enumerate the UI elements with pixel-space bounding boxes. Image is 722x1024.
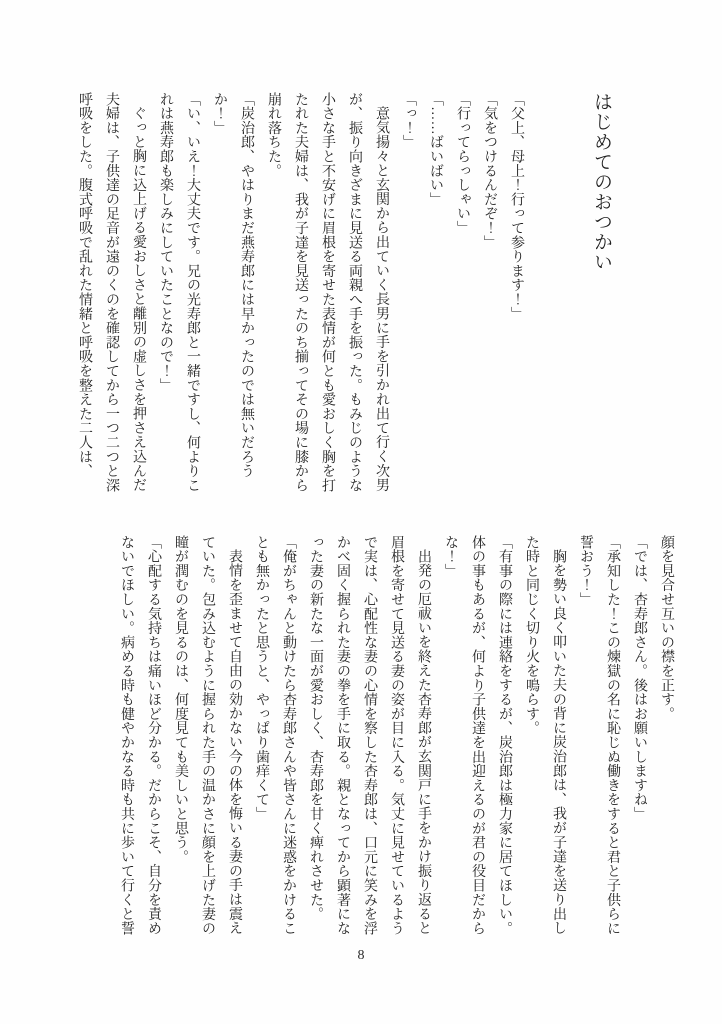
paragraph: 「……ばいばい」 (428, 92, 443, 207)
upper-text-block (71, 92, 620, 494)
paragraph: 「承知した！この煉獄の名に恥じぬ働きをすると君と子供らに誓おう！」 (578, 535, 620, 936)
paragraph: 「気をつけるんだぞ！」 (482, 92, 497, 250)
paragraph: 出発の厄祓いを終えた杏寿郎が玄関戸に手をかけ振り返ると眉根を寄せて見送る妻の姿が目に入る。気丈に見せているようで実は、心配性な妻の心情を察した杏寿郎は、口元に笑みを浮かべ固く握られた妻の拳を手に取る。親となってから顕著になった妻の新たな一面が愛おしく、杏寿郎を甘く痺れさせた。 (308, 535, 431, 936)
page-number: 8 (357, 948, 365, 963)
paragraph: 「父上、母上！行って参ります！」 (509, 92, 524, 321)
paragraph: 「俺がちゃんと動けたら杏寿郎さんや皆さんに迷惑をかけることも無かったと思うと、やっぱり歯痒くて」 (254, 535, 296, 936)
paragraph: 「い、いえ！大丈夫です。兄の光寿郎と一緒ですし、何よりこれは燕寿郎も楽しみにしていたことなので！」 (158, 92, 200, 493)
paragraph: 「では、杏寿郎さん。後はお願いしますね」 (632, 535, 647, 821)
lower-paragraphs (113, 535, 680, 937)
story-title: はじめてのおつかい (591, 92, 612, 272)
paragraph: 表情を歪ませて自由の効かない今の体を悔いる妻の手は震えていた。包み込むように握られた手の温かさに顔を上げた妻の瞳が潤むのを見るのは、何度見ても美しいと思う。 (173, 535, 242, 936)
paragraph: 「有事の際には連絡をするが、炭治郎は極力家に居てほしい。体の事もあるが、何より子供達を出迎えるのが君の役目だからな！」 (443, 535, 512, 936)
upper-paragraphs (71, 92, 530, 494)
paragraph: 顔を見合せ互いの襟を正す。 (659, 535, 674, 721)
paragraph: 「炭治郎、やはりまだ燕寿郎には早かったのでは無いだろうか！」 (212, 92, 254, 479)
paragraph: 「っ！」 (401, 92, 416, 150)
paragraph: 「心配する気持ちは痛いほど分かる。だからこそ、自分を責めないでほしい。病める時も健やかなる時も共に歩いて行くと誓 (119, 535, 161, 936)
paragraph: 意気揚々と玄関から出ていく長男に手を引かれ出て行く次男が、振り向きざまに見送る両親へ手を振った。もみじのような小さな手と不安げに眉根を寄せた表情が何とも愛おしく胸を打たれた夫婦は、我が子達を見送ったのち揃ってその場に膝から崩れ落ちた。 (266, 92, 389, 493)
lower-text-block (113, 535, 680, 937)
paragraph: ぐっと胸に込上げる愛おしさと離別の虚しさを押さえ込んだ夫婦は、子供達の足音が遠のくのを確認してから一つ二つと深呼吸をした。腹式呼吸で乱れた情緒と呼吸を整えた二人は、 (77, 92, 146, 493)
paragraph: 「行ってらっしゃい」 (455, 92, 470, 235)
paragraph: 胸を勢い良く叩いた夫の背に炭治郎は、我が子達を送り出した時と同じく切り火を鳴らす。 (524, 535, 566, 936)
